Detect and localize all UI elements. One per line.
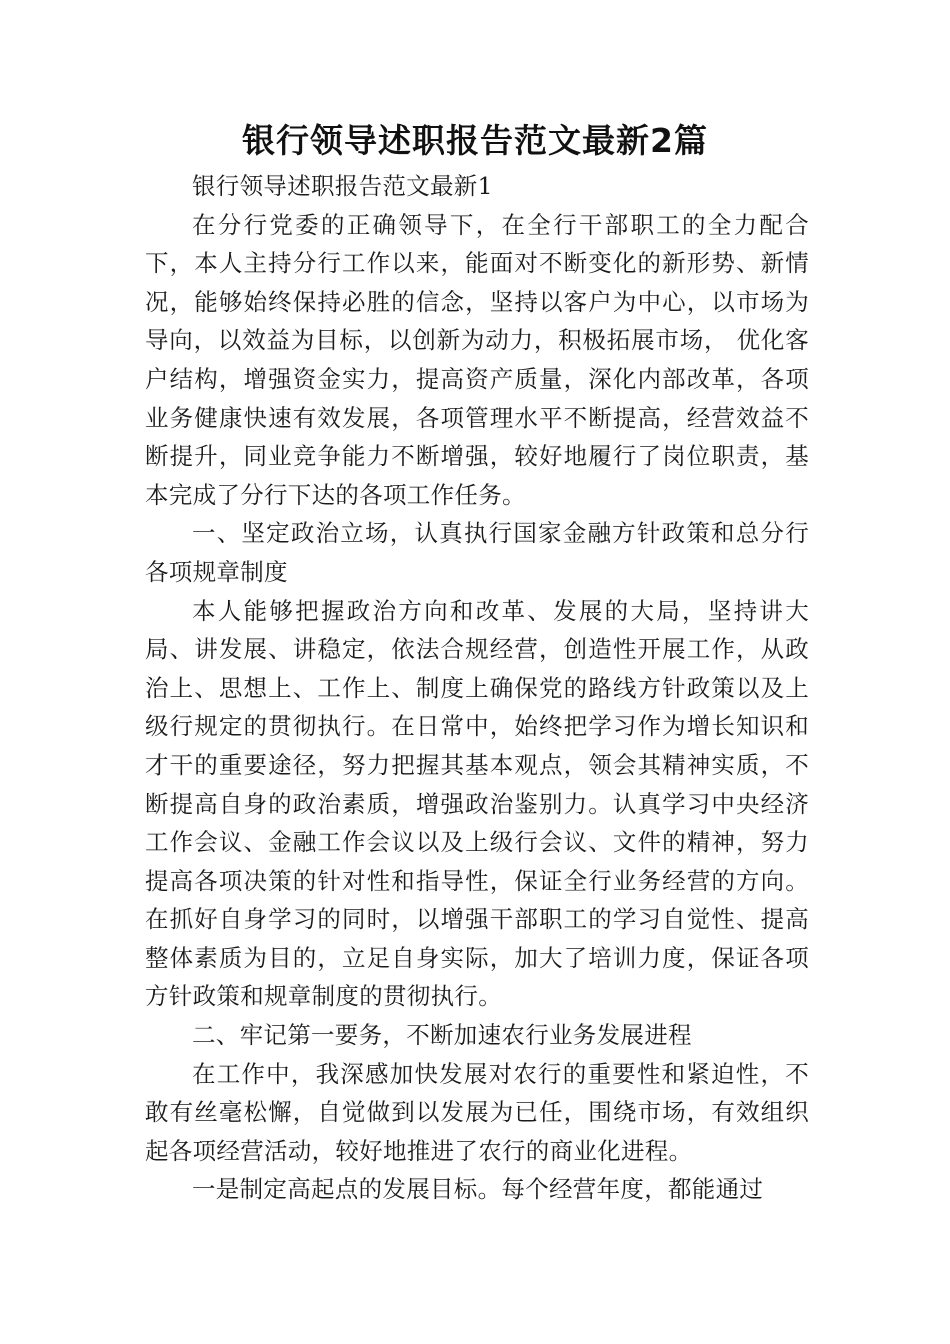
paragraph: 本人能够把握政治方向和改革、发展的大局，坚持讲大局、讲发展、讲稳定，依法合规经营，创造性开展工作，从政治上、思想上、工作上、制度上确保党的路线方针政策以及上级行规定的贯彻执行。在日常中，始终把学习作为增长知识和才干的重要途径，努力把握其基本观点，领会其精神实质，不断提高自身的政治素质，增强政治鉴别力。认真学习中央经济工作会议、金融工作会议以及上级行会议、文件的精神，努力提高各项决策的针对性和指导性，保证全行业务经营的方向。在抓好自身学习的同时，以增强干部职工的学习自觉性、提高整体素质为目的，立足自身实际，加大了培训力度，保证各项方针政策和规章制度的贯彻执行。 — [145, 596, 809, 1011]
document-body — [145, 167, 809, 1209]
paragraph-subtitle: 银行领导述职报告范文最新1 — [192, 172, 493, 200]
document-title: 银行领导述职报告范文最新2篇 — [242, 121, 708, 160]
paragraph: 一是制定高起点的发展目标。每个经营年度，都能通过 — [192, 1175, 764, 1204]
paragraph: 在工作中，我深感加快发展对农行的重要性和紧迫性，不敢有丝毫松懈，自觉做到以发展为已任，围绕市场，有效组织起各项经营活动，较好地推进了农行的商业化进程。 — [145, 1059, 809, 1165]
section-heading: 一、坚定政治立场，认真执行国家金融方针政策和总分行各项规章制度 — [145, 519, 809, 586]
section-heading: 二、牢记第一要务，不断加速农行业务发展进程 — [192, 1021, 692, 1050]
paragraph: 在分行党委的正确领导下，在全行干部职工的全力配合下，本人主持分行工作以来，能面对不断变化的新形势、新情况，能够始终保持必胜的信念，坚持以客户为中心，以市场为导向，以效益为目标，以创新为动力，积极拓展市场， 优化客户结构，增强资金实力，提高资产质量，深化内部改革，各项业务健康快速有效发展，各项管理水平不断提高，经营效益不断提升，同业竞争能力不断增强，较好地履行了岗位职责，基本完成了分行下达的各项工作任务。 — [145, 210, 809, 509]
